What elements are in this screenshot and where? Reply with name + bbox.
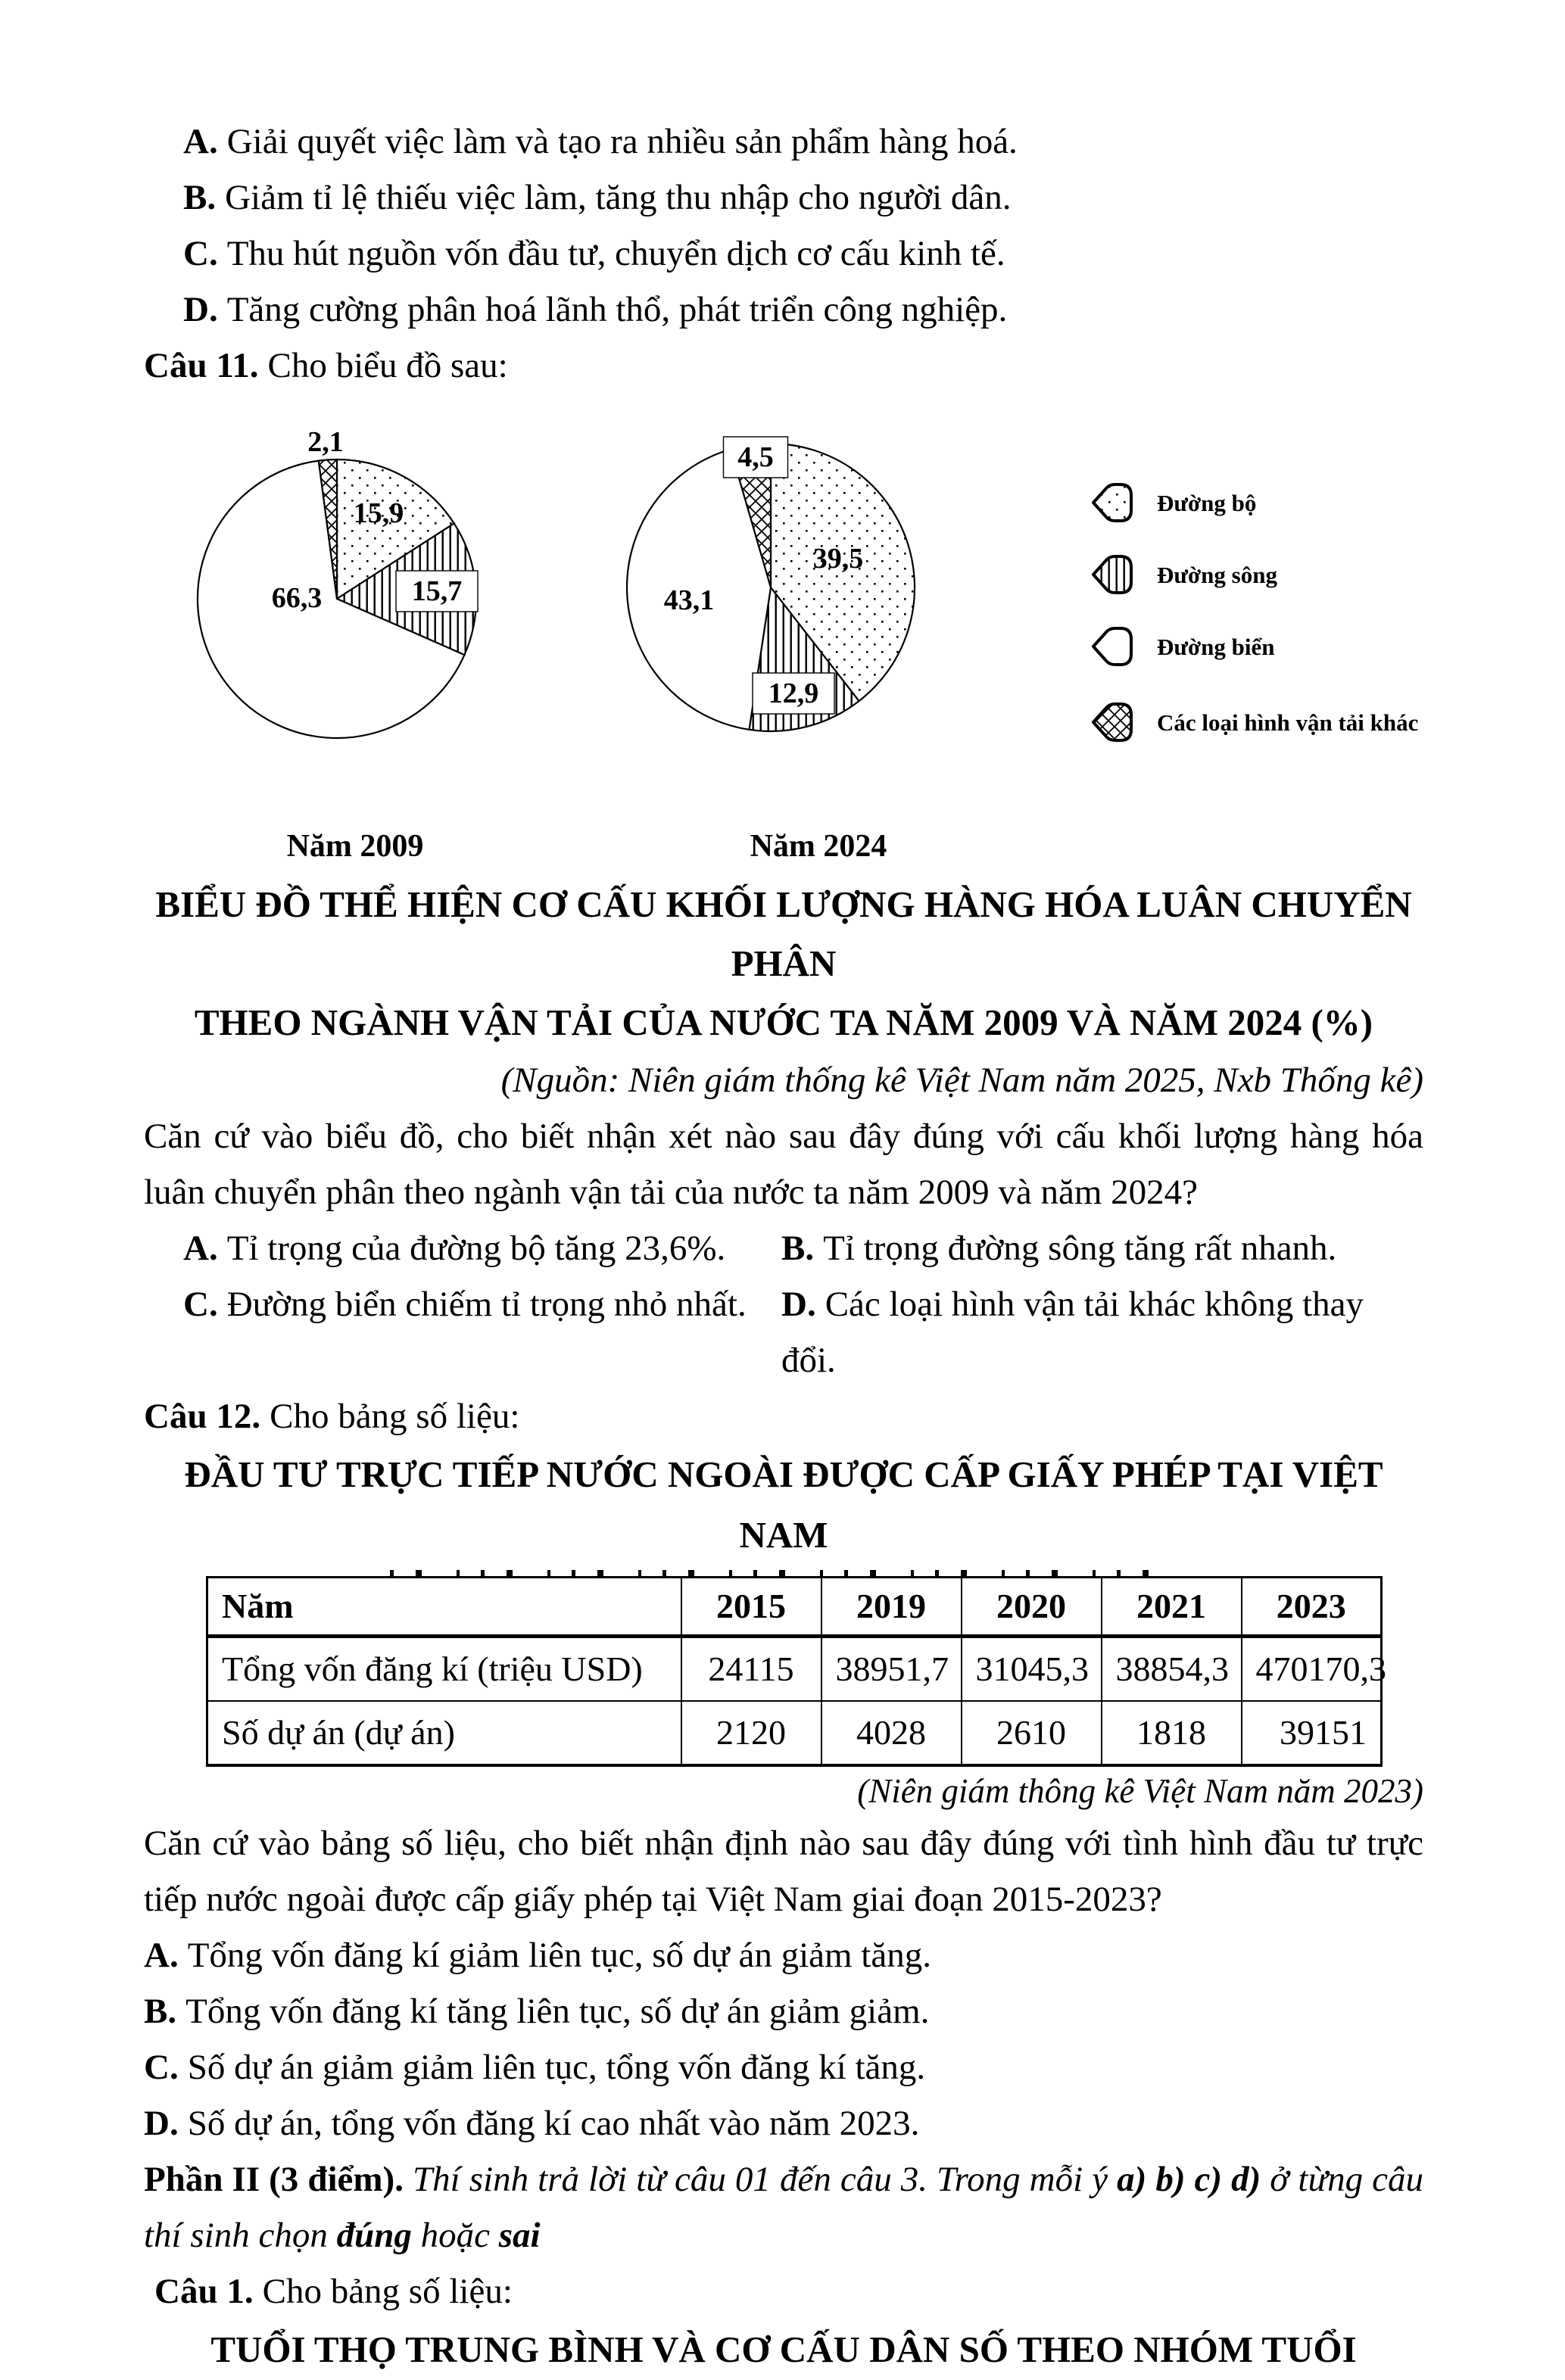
pie-2009 xyxy=(198,426,478,738)
pie-value-label: 2,1 xyxy=(307,426,344,458)
pie-2024 xyxy=(627,437,915,731)
table-header-year: 2015 xyxy=(681,1578,821,1637)
legend-label: Các loại hình vận tải khác xyxy=(1157,709,1419,736)
pie-2009-caption: Năm 2009 xyxy=(286,829,424,864)
table-header-row xyxy=(207,1578,1382,1637)
part2-line2-pre: thí sinh chọn xyxy=(144,2216,337,2255)
option-text: Giảm tỉ lệ thiếu việc làm, tăng thu nhập cho người dân. xyxy=(225,178,1012,217)
q11-question: Căn cứ vào biểu đồ, cho biết nhận xét nào sau đây đúng với cấu khối lượng hàng hóa luân chuyển phân theo ngành vận tải của nước ta năm 2009 và năm 2024? xyxy=(144,1117,1423,1212)
table-source: (Niên giám thông kê Việt Nam năm 2023) xyxy=(857,1772,1423,1810)
legend-label: Đường bộ xyxy=(1157,490,1257,516)
pie-value-label: 15,7 xyxy=(411,575,463,607)
pie-value-label: 39,5 xyxy=(812,543,864,575)
legend-label: Đường sông xyxy=(1157,562,1277,588)
option-text: Đường biển chiếm tỉ trọng nhỏ nhất. xyxy=(226,1285,747,1324)
option-line xyxy=(144,114,1423,170)
table-title-clipped-remnant xyxy=(390,1565,1177,1576)
q11-heading xyxy=(144,338,1423,394)
chart-legend xyxy=(1090,398,1423,868)
p2q1-table-title: TUỔI THỌ TRUNG BÌNH VÀ CƠ CẤU DÂN SỐ THEO NHÓM TUỔI xyxy=(210,2329,1357,2370)
option-text: Tỉ trọng đường sông tăng rất nhanh. xyxy=(823,1229,1337,1268)
table-cell-value: 2610 xyxy=(962,1701,1102,1765)
q12-heading-text: Cho bảng số liệu: xyxy=(270,1397,520,1436)
chart-source: (Nguồn: Niên giám thống kê Việt Nam năm 2025, Nxb Thống kê) xyxy=(500,1061,1423,1100)
table-header-year: 2021 xyxy=(1102,1578,1242,1637)
table-row-label: Số dự án (dự án) xyxy=(207,1701,681,1765)
table-cell-value: 470170,3 xyxy=(1242,1637,1382,1702)
option-line xyxy=(144,2095,1423,2151)
table-cell-value: 39151 xyxy=(1242,1701,1382,1765)
option-text: Số dự án giảm giảm liên tục, tổng vốn đăng kí tăng. xyxy=(187,2048,926,2087)
option-line xyxy=(781,1220,1336,1276)
option-line xyxy=(144,1983,1423,2039)
table-row-label: Tổng vốn đăng kí (triệu USD) xyxy=(207,1637,681,1702)
table-row xyxy=(207,1701,1382,1765)
option-letter: C. xyxy=(183,1285,218,1324)
chart-title-line2: THEO NGÀNH VẬN TẢI CỦA NƯỚC TA NĂM 2009 VÀ NĂM 2024 (%) xyxy=(194,1002,1373,1043)
vlines-swatch-icon xyxy=(1090,555,1134,596)
legend-label: Đường biển xyxy=(1157,634,1275,660)
exam-page xyxy=(144,0,1423,2380)
table-cell-value: 2120 xyxy=(681,1701,821,1765)
part2-abcd: a) b) c) d) xyxy=(1117,2160,1261,2199)
table-cell-value: 31045,3 xyxy=(962,1637,1102,1702)
p2q1-number: Câu 1. xyxy=(154,2272,254,2311)
part2-hoac: hoặc xyxy=(411,2216,499,2255)
pie-value-label: 15,9 xyxy=(353,497,404,529)
q11-options-row2 xyxy=(144,1276,1423,1388)
part2-intro-text: Thí sinh trả lời từ câu 01 đến câu 3. Trong mỗi ý xyxy=(403,2160,1118,2199)
option-text: Tổng vốn đăng kí giảm liên tục, số dự án giảm tăng. xyxy=(187,1936,931,1975)
q12-options xyxy=(144,1927,1423,2151)
option-letter: D. xyxy=(144,2104,179,2143)
table-header-year: 2020 xyxy=(962,1578,1102,1637)
option-line xyxy=(144,1927,1423,1983)
option-text: Tăng cường phân hoá lãnh thổ, phát triển công nghiệp. xyxy=(226,290,1008,329)
part2-sai: sai xyxy=(498,2216,541,2255)
option-letter: A. xyxy=(183,122,218,161)
option-letter: A. xyxy=(183,1229,218,1268)
option-letter: C. xyxy=(183,234,218,273)
table-cell-value: 1818 xyxy=(1102,1701,1242,1765)
option-line xyxy=(183,1220,781,1276)
chart-title-line1: BIỂU ĐỒ THỂ HIỆN CƠ CẤU KHỐI LƯỢNG HÀNG HÓA LUÂN CHUYỂN PHÂN xyxy=(155,883,1412,984)
table-cell-value: 38854,3 xyxy=(1102,1637,1242,1702)
table-cell-value: 4028 xyxy=(821,1701,962,1765)
pie-2024-caption: Năm 2024 xyxy=(750,829,887,864)
option-text: Các loại hình vận tải khác không thay đổi. xyxy=(781,1285,1364,1380)
p2q1-heading xyxy=(144,2263,1423,2319)
pie-value-label: 66,3 xyxy=(271,582,323,614)
option-line xyxy=(144,282,1423,338)
table-row xyxy=(207,1637,1382,1702)
option-text: Giải quyết việc làm và tạo ra nhiều sản phẩm hàng hoá. xyxy=(226,122,1018,161)
legend-item xyxy=(1090,619,1275,675)
option-line xyxy=(183,1276,781,1388)
p2q1-heading-text: Cho bảng số liệu: xyxy=(262,2272,513,2311)
q11-number: Câu 11. xyxy=(144,346,259,385)
dots-swatch-icon xyxy=(1090,483,1134,524)
q12-number: Câu 12. xyxy=(144,1397,261,1436)
legend-item xyxy=(1090,547,1277,603)
pie-chart-figure xyxy=(144,398,1423,868)
part2-dung: đúng xyxy=(336,2216,412,2255)
legend-item xyxy=(1090,695,1418,751)
table-header-year: 2023 xyxy=(1242,1578,1382,1637)
table-cell-value: 38951,7 xyxy=(821,1637,962,1702)
pie-value-label: 43,1 xyxy=(663,584,715,616)
fdi-table xyxy=(206,1576,1386,1767)
part2-intro-line1 xyxy=(144,2151,1423,2207)
option-letter: A. xyxy=(144,1936,179,1975)
option-letter: D. xyxy=(781,1285,816,1324)
option-text: Số dự án, tổng vốn đăng kí cao nhất vào năm 2023. xyxy=(187,2104,920,2143)
table-header-nam: Năm xyxy=(207,1578,681,1637)
option-letter: B. xyxy=(144,1992,177,2031)
part2-intro-line2 xyxy=(144,2207,1423,2263)
option-letter: B. xyxy=(183,178,217,217)
q12-table-title: ĐẦU TƯ TRỰC TIẾP NƯỚC NGOÀI ĐƯỢC CẤP GIẤY PHÉP TẠI VIỆT NAM xyxy=(184,1453,1383,1556)
option-line xyxy=(144,170,1423,226)
option-text: Tỉ trọng của đường bộ tăng 23,6%. xyxy=(226,1229,726,1268)
table-header-year: 2019 xyxy=(821,1578,962,1637)
crosshatch-swatch-icon xyxy=(1090,702,1134,743)
option-letter: B. xyxy=(781,1229,815,1268)
q11-heading-text: Cho biểu đồ sau: xyxy=(267,346,508,385)
option-letter: D. xyxy=(183,290,218,329)
plain-swatch-icon xyxy=(1090,627,1134,668)
q12-heading xyxy=(144,1388,1423,1444)
option-letter: C. xyxy=(144,2048,179,2087)
option-line xyxy=(781,1276,1423,1388)
pie-value-label: 12,9 xyxy=(768,678,819,709)
option-text: Tổng vốn đăng kí tăng liên tục, số dự án giảm giảm. xyxy=(185,1992,930,2031)
q12-question: Căn cứ vào bảng số liệu, cho biết nhận định nào sau đây đúng với tình hình đầu tư trực tiếp nước ngoài được cấp giấy phép tại Việt Nam giai đoạn 2015-2023? xyxy=(144,1824,1423,1919)
table-cell-value: 24115 xyxy=(681,1637,821,1702)
option-text: Thu hút nguồn vốn đầu tư, chuyển dịch cơ cấu kinh tế. xyxy=(226,234,1005,273)
q11-options-row1 xyxy=(144,1220,1423,1276)
option-line xyxy=(144,226,1423,282)
q10-options xyxy=(144,114,1423,338)
pie-value-label: 4,5 xyxy=(737,441,774,473)
part2-label: Phần II (3 điểm). xyxy=(144,2160,404,2199)
legend-item xyxy=(1090,475,1256,531)
part2-intro-text2: ở từng câu xyxy=(1261,2160,1423,2199)
option-line xyxy=(144,2039,1423,2095)
